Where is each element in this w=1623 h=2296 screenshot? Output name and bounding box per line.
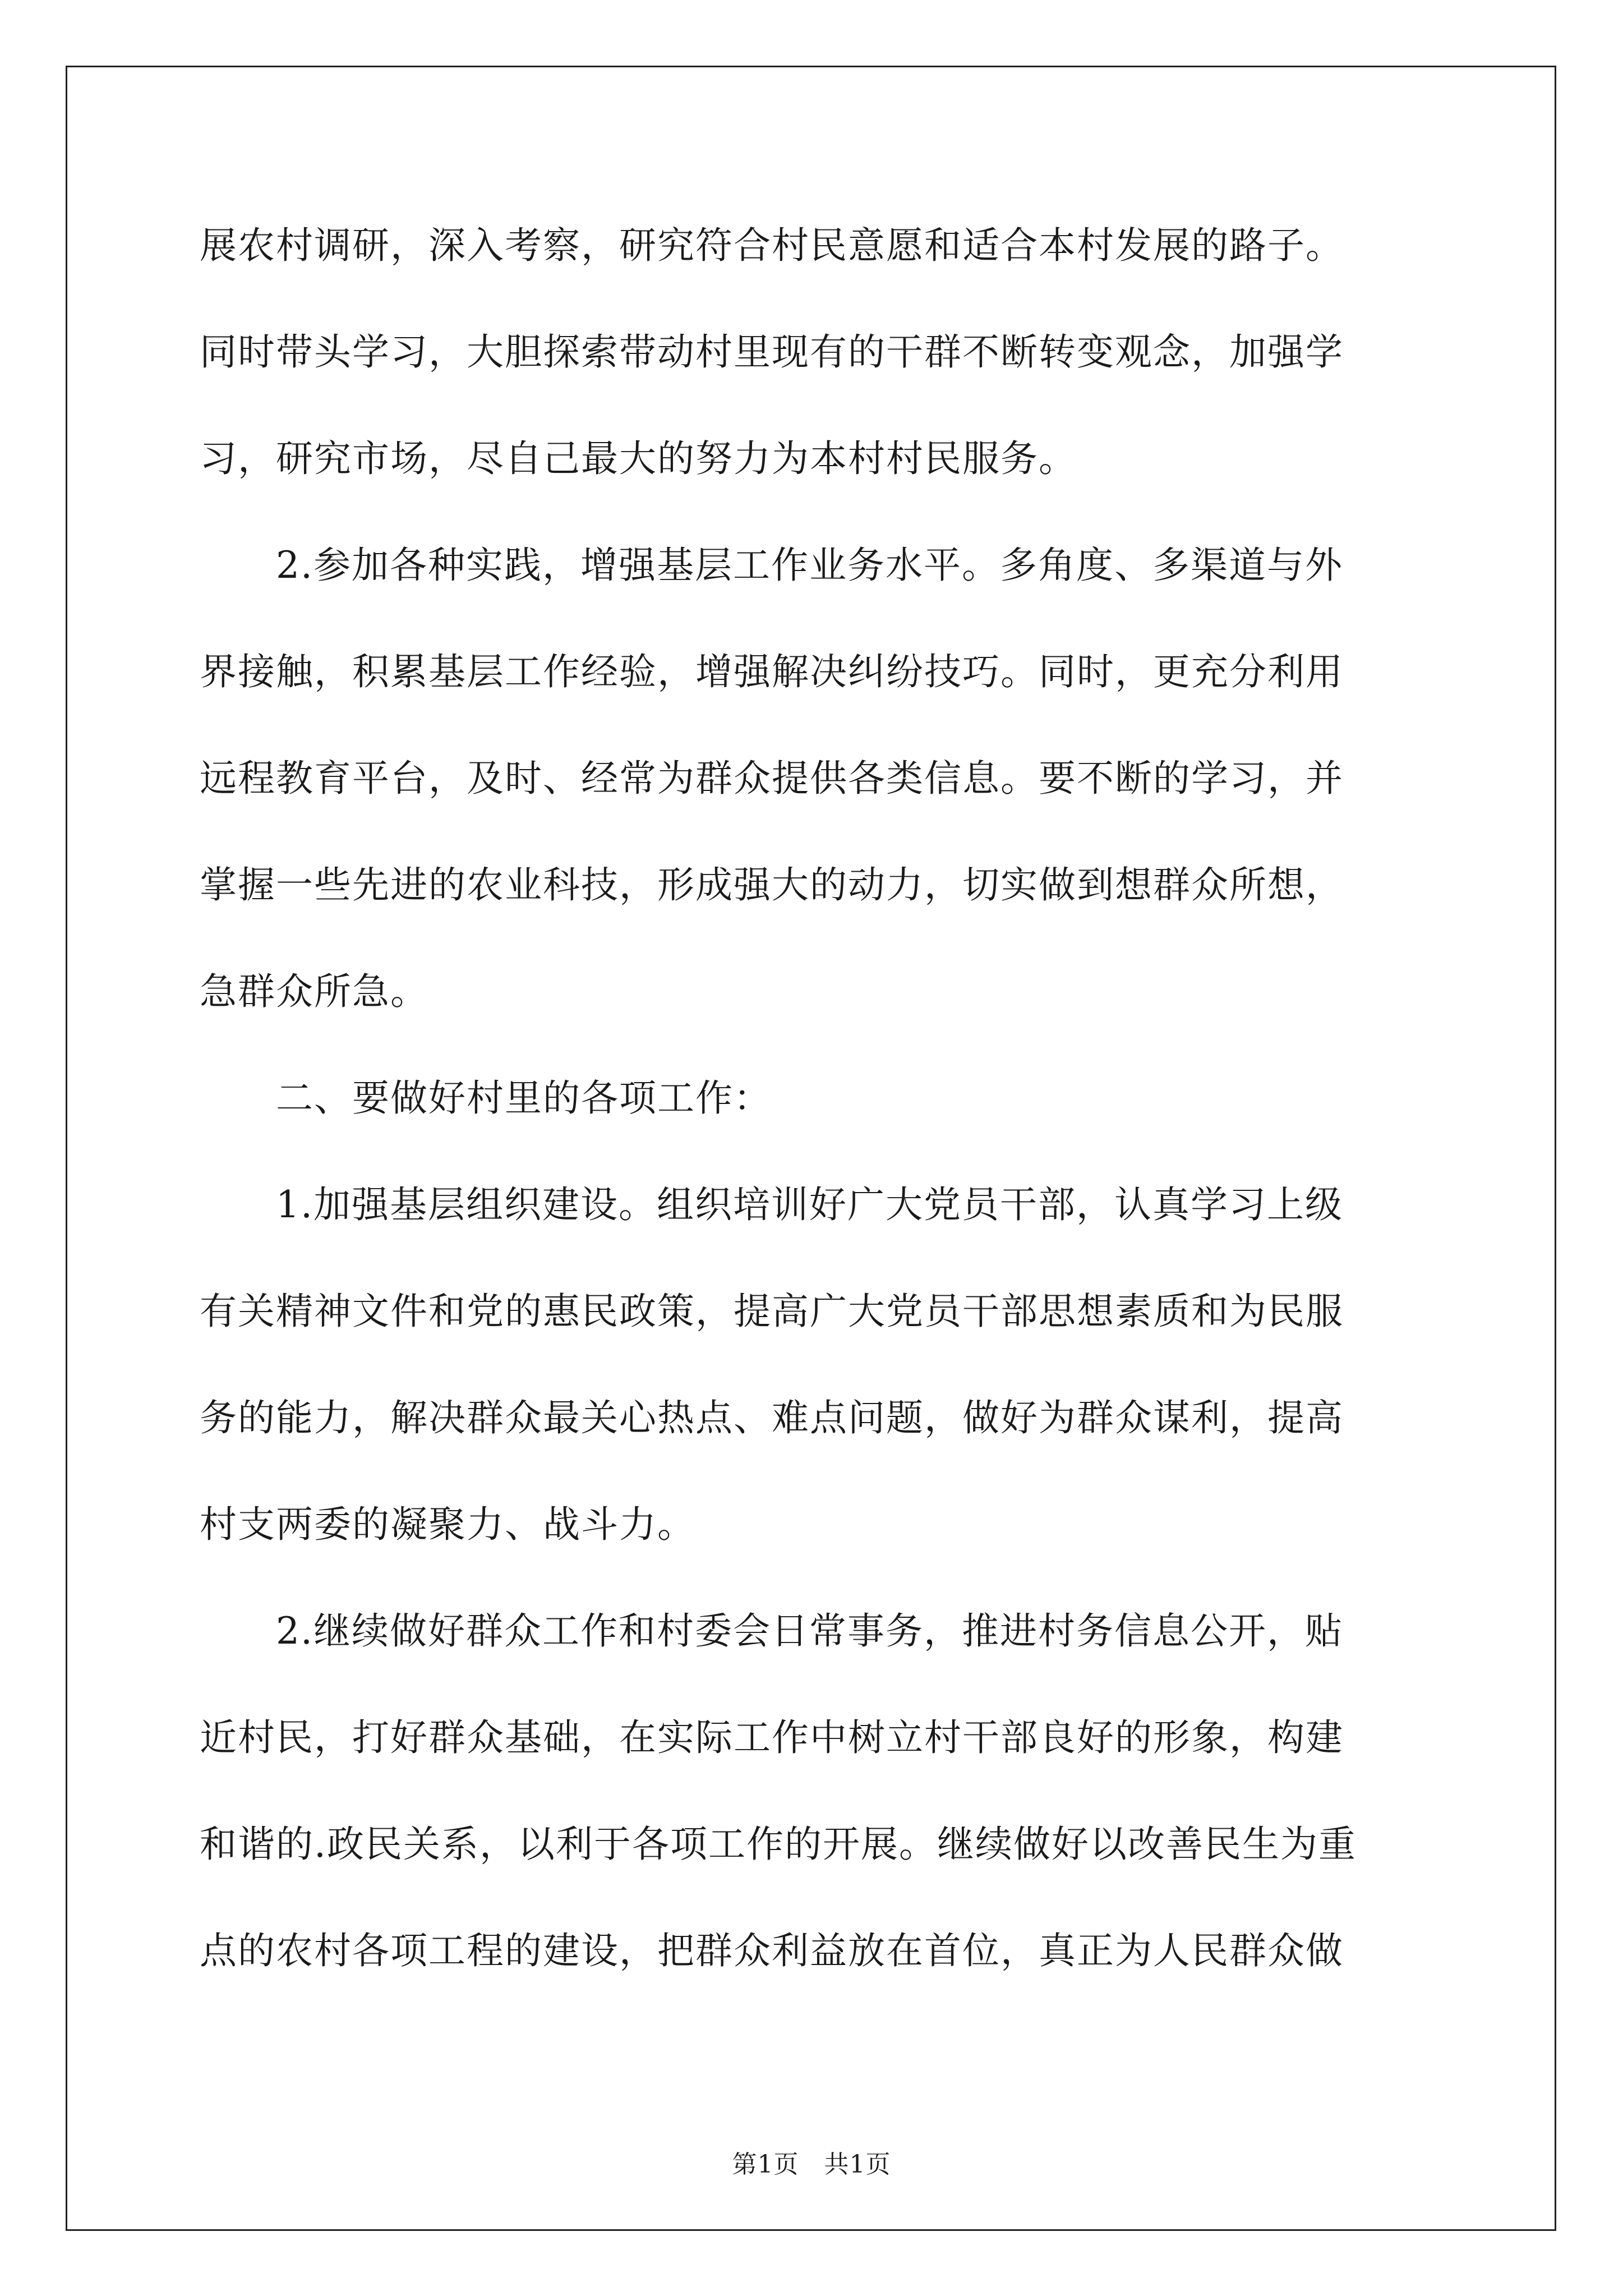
text-line: 掌握一些先进的农业科技，形成强大的动力，切实做到想群众所想， <box>200 863 1344 907</box>
text-line: 2.继续做好群众工作和村委会日常事务，推进村务信息公开，贴 <box>200 1609 1343 1653</box>
text-line: 务的能力，解决群众最关心热点、难点问题，做好为群众谋利，提高 <box>200 1396 1344 1439</box>
document-body <box>200 218 1422 2030</box>
text-line: 2.参加各种实践，增强基层工作业务水平。多角度、多渠道与外 <box>200 544 1343 587</box>
text-line: 1.加强基层组织建设。组织培训好广大党员干部，认真学习上级 <box>200 1183 1343 1226</box>
page-number-footer: 第1页 共1页 <box>732 2150 891 2179</box>
text-line: 展农村调研，深入考察，研究符合村民意愿和适合本村发展的路子。 <box>200 224 1344 267</box>
text-line: 习，研究市场，尽自己最大的努力为本村村民服务。 <box>200 437 1077 480</box>
text-line: 村支两委的凝聚力、战斗力。 <box>200 1503 695 1546</box>
section-heading: 二、要做好村里的各项工作： <box>200 1076 772 1120</box>
text-line: 近村民，打好群众基础，在实际工作中树立村干部良好的形象，构建 <box>200 1716 1344 1759</box>
text-line: 急群众所急。 <box>200 970 428 1013</box>
text-line: 和谐的.政民关系，以利于各项工作的开展。继续做好以改善民生为重 <box>200 1823 1357 1866</box>
text-line: 有关精神文件和党的惠民政策，提高广大党员干部思想素质和为民服 <box>200 1290 1344 1333</box>
text-line: 点的农村各项工程的建设，把群众利益放在首位，真正为人民群众做 <box>200 1929 1344 1972</box>
text-line: 远程教育平台，及时、经常为群众提供各类信息。要不断的学习，并 <box>200 757 1344 800</box>
text-line: 界接触，积累基层工作经验，增强解决纠纷技巧。同时，更充分利用 <box>200 650 1344 693</box>
text-line: 同时带头学习，大胆探索带动村里现有的干群不断转变观念，加强学 <box>200 330 1344 374</box>
